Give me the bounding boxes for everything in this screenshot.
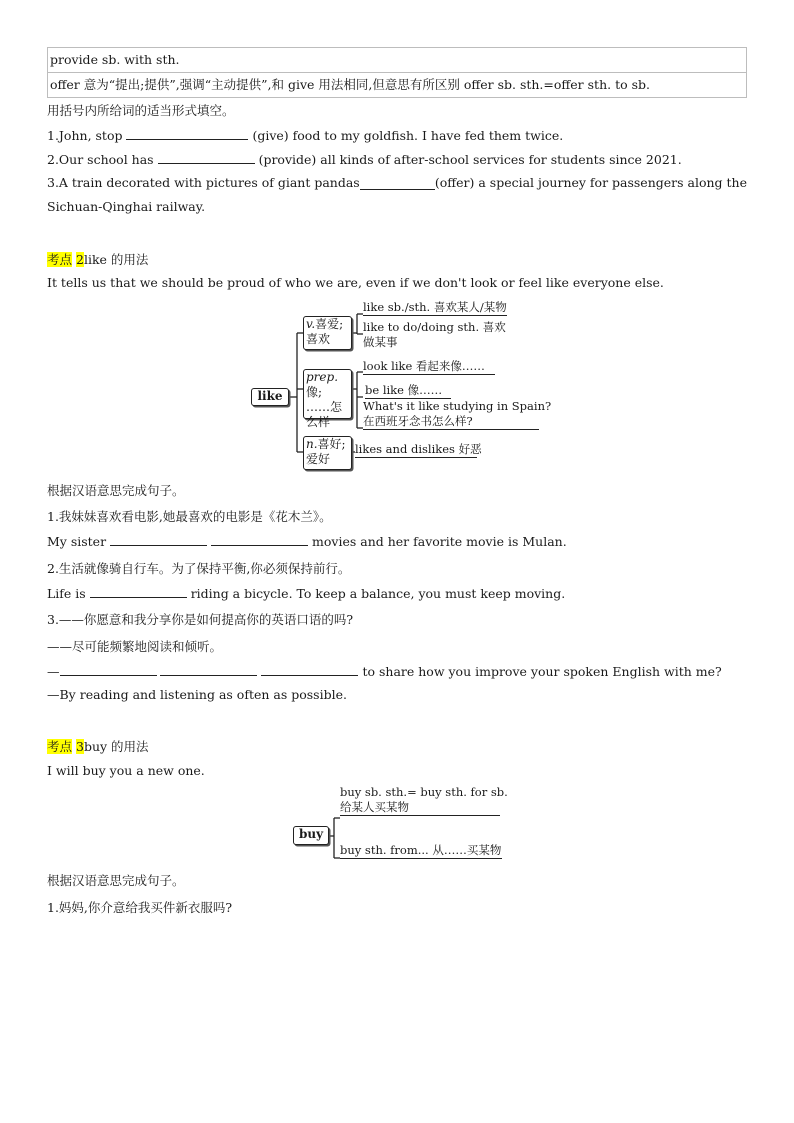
mindmap-node-prep: prep.像; ……怎 么样 <box>303 369 352 419</box>
kaodian2-instruction: 根据汉语意思完成句子。 <box>47 483 185 498</box>
section1-question-2: 2.Our school has (provide) all kinds of after-school services for students since 2021. <box>47 152 682 167</box>
kaodian3-heading: 考点 3buy 的用法 <box>47 739 149 754</box>
kaodian2-heading: 考点 2like 的用法 <box>47 252 149 267</box>
section1-question-3-cont: Sichuan-Qinghai railway. <box>47 199 206 214</box>
answer-blank[interactable] <box>158 151 255 164</box>
section1-question-3: 3.A train decorated with pictures of giant pandas (offer) a special journey for passengers along the <box>47 175 747 190</box>
answer-blank[interactable] <box>160 663 257 676</box>
buy-mindmap <box>288 784 518 860</box>
usage-table <box>47 47 747 98</box>
kaodian2-q3-chinese-2: ——尽可能频繁地阅读和倾听。 <box>47 639 223 654</box>
kaodian2-q1: My sister movies and her favorite movie is Mulan. <box>47 534 567 549</box>
mindmap-node-verb: v.喜爱; 喜欢 <box>303 316 352 350</box>
mindmap-item-look-like: look like 看起来像…… <box>363 358 495 375</box>
section1-question-1: 1.John, stop (give) food to my goldfish. I have fed them twice. <box>47 128 564 143</box>
kaodian3-q1-chinese: 1.妈妈,你介意给我买件新衣服吗? <box>47 900 233 915</box>
section1-instruction: 用括号内所给词的适当形式填空。 <box>47 103 235 118</box>
kaodian2-q3-chinese-1: 3.——你愿意和我分享你是如何提高你的英语口语的吗? <box>47 612 354 627</box>
mindmap-root-buy: buy <box>293 826 329 845</box>
mindmap-item-whats-it-like: What's it like studying in Spain? 在西班牙念书怎么样? <box>363 399 552 428</box>
answer-blank[interactable] <box>126 127 248 140</box>
answer-blank[interactable] <box>60 663 157 676</box>
answer-blank[interactable] <box>261 663 358 676</box>
mindmap-item-like-sb: like sb./sth. 喜欢某人/某物 <box>363 300 507 314</box>
kaodian3-example: I will buy you a new one. <box>47 763 205 778</box>
like-mindmap <box>245 296 555 474</box>
mindmap-item-like-to-do: like to do/doing sth. 喜欢 做某事 <box>363 320 506 349</box>
table-row-offer: offer 意为“提出;提供”,强调“主动提供”,和 give 用法相同,但意思有所区别 offer sb. sth.=offer sth. to sb. <box>48 73 747 98</box>
answer-blank[interactable] <box>211 533 308 546</box>
mindmap-root-like: like <box>251 388 289 406</box>
kaodian2-q1-chinese: 1.我妹妹喜欢看电影,她最喜欢的电影是《花木兰》。 <box>47 509 332 524</box>
answer-blank[interactable] <box>360 177 435 190</box>
kaodian2-q2-chinese: 2.生活就像骑自行车。为了保持平衡,你必须保持前行。 <box>47 561 351 576</box>
mindmap-item-be-like: be like 像…… <box>365 382 451 399</box>
kaodian2-q2: Life is riding a bicycle. To keep a balance, you must keep moving. <box>47 586 566 601</box>
mindmap-item-buy-from: buy sth. from... 从……买某物 <box>340 843 502 857</box>
kaodian3-instruction: 根据汉语意思完成句子。 <box>47 873 185 888</box>
answer-blank[interactable] <box>90 585 187 598</box>
kaodian2-q3-answer: —By reading and listening as often as possible. <box>47 687 347 702</box>
mindmap-node-noun: n.喜好; 爱好 <box>303 436 352 470</box>
table-row-provide: provide sb. with sth. <box>48 48 747 73</box>
kaodian2-example: It tells us that we should be proud of who we are, even if we don't look or feel like everyone else. <box>47 275 664 290</box>
kaodian2-q3: — to share how you improve your spoken English with me? <box>47 664 722 679</box>
answer-blank[interactable] <box>110 533 207 546</box>
mindmap-item-buy-sb-sth: buy sb. sth.= buy sth. for sb. 给某人买某物 <box>340 785 508 814</box>
mindmap-item-likes-dislikes: likes and dislikes 好恶 <box>355 442 482 456</box>
